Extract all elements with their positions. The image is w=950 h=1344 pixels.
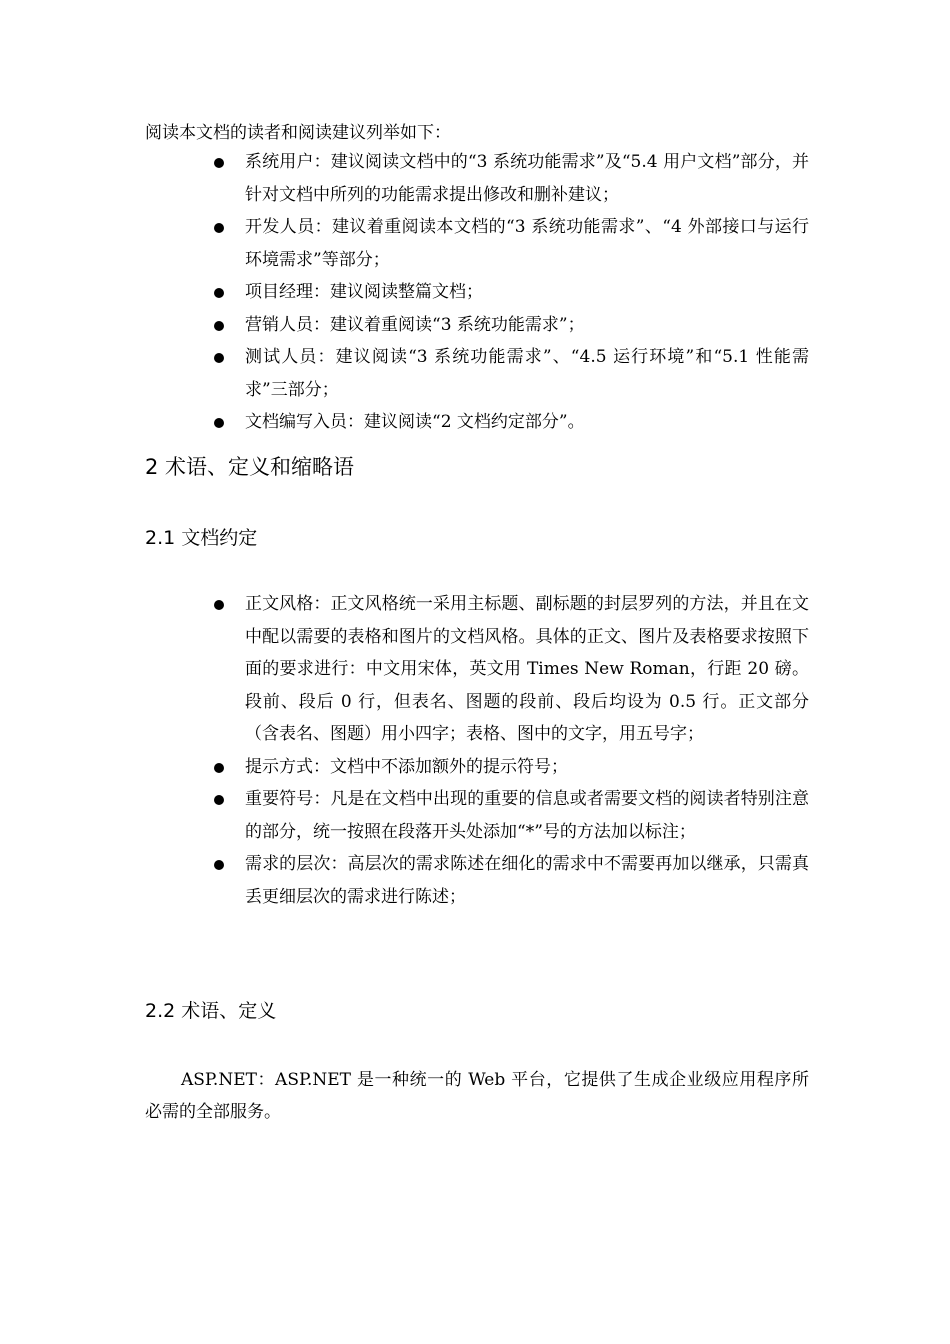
list-item: 文档编写入员：建议阅读“2 文档约定部分”。: [214, 406, 809, 439]
conventions-list: [214, 588, 809, 913]
bullet-icon: [214, 288, 224, 298]
subsection-heading: 2.1 文档约定: [145, 527, 258, 549]
section-heading: 2 术语、定义和缩略语: [145, 455, 355, 479]
bullet-icon: [214, 353, 224, 363]
list-item: 测试人员：建议阅读“3 系统功能需求”、“4.5 运行环境”和“5.1 性能需求”三部分；: [214, 341, 809, 406]
list-item: 重要符号：凡是在文档中出现的重要的信息或者需要文档的阅读者特别注意的部分，统一按照在段落开头处添加“*”号的方法加以标注；: [214, 783, 809, 848]
bullet-icon: [214, 795, 224, 805]
list-item: 提示方式：文档中不添加额外的提示符号；: [214, 751, 809, 784]
bullet-icon: [214, 223, 224, 233]
bullet-icon: [214, 418, 224, 428]
list-item: 营销人员：建议着重阅读“3 系统功能需求”；: [214, 309, 809, 342]
list-item: 开发人员：建议着重阅读本文档的“3 系统功能需求”、“4 外部接口与运行环境需求”等部分；: [214, 211, 809, 276]
bullet-icon: [214, 763, 224, 773]
subsection-heading: 2.2 术语、定义: [145, 1000, 277, 1022]
list-item: 项目经理：建议阅读整篇文档；: [214, 276, 809, 309]
bullet-icon: [214, 600, 224, 610]
list-item: 系统用户：建议阅读文档中的“3 系统功能需求”及“5.4 用户文档”部分，并针对文档中所列的功能需求提出修改和删补建议；: [214, 146, 809, 211]
bullet-icon: [214, 860, 224, 870]
list-item: 正文风格：正文风格统一采用主标题、副标题的封层罗列的方法，并且在文中配以需要的表格和图片的文档风格。具体的正文、图片及表格要求按照下面的要求进行：中文用宋体，英文用 Times New Roman，行距 20 磅。段前、段后 0 行，但表名、图题的段前、段后均设为 0.5 行。正文部分（含表名、图题）用小四字；表格、图中的文字，用五号字；: [214, 588, 809, 751]
bullet-icon: [214, 321, 224, 331]
bullet-icon: [214, 158, 224, 168]
reader-list: [214, 146, 809, 439]
definition-paragraph: ASP.NET：ASP.NET 是一种统一的 Web 平台，它提供了生成企业级应用程序所必需的全部服务。: [145, 1070, 809, 1122]
intro-text: 阅读本文档的读者和阅读建议列举如下：: [145, 123, 451, 143]
list-item: 需求的层次：高层次的需求陈述在细化的需求中不需要再加以继承，只需真丢更细层次的需求进行陈述；: [214, 848, 809, 913]
